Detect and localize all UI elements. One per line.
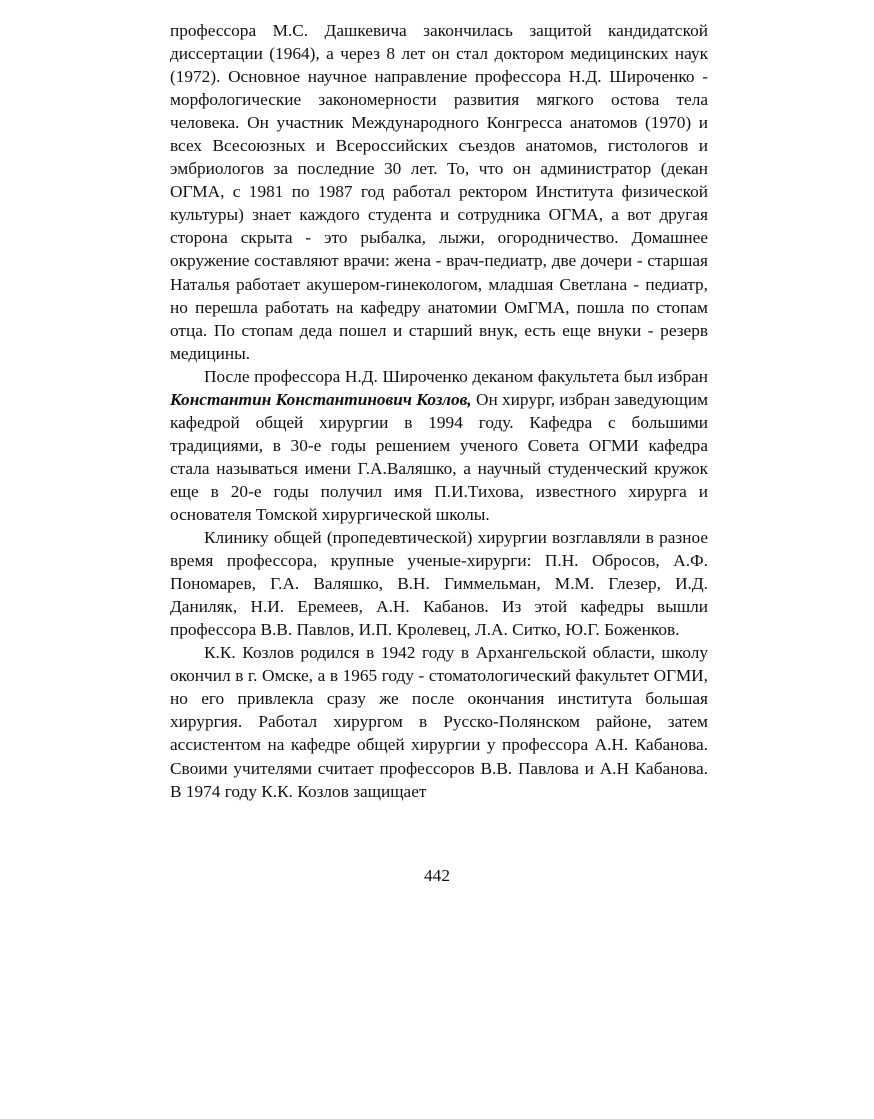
paragraph-4: К.К. Козлов родился в 1942 году в Архангельской области, школу окончил в г. Омске, а в 1965 году - стоматологический факультет ОГМИ, но его привлекла сразу же после окончания института большая хирургия. Работал хирургом в Русско-Полянском районе, затем ассистентом на кафедре общей хирургии у профессора А.Н. Кабанова. Своими учителями считает профессоров В.В. Павлова и А.Н Кабанова. В 1974 году К.К. Козлов защищает [170, 643, 708, 801]
page-number: 442 [424, 866, 450, 885]
paragraph-2 [170, 365, 708, 526]
paragraph-3: Клинику общей (пропедевтической) хирургии возглавляли в разное время профессора, крупные ученые-хирурги: П.Н. Обросов, А.Ф. Пономарев, Г.А. Валяшко, В.Н. Гиммельман, М.М. Глезер, И.Д. Даниляк, Н.И. Еремеев, А.Н. Кабанов. Из этой кафедры вышли профессора В.В. Павлов, И.П. Кролевец, Л.А. Ситко, Ю.Г. Боженков. [170, 528, 708, 640]
paragraph-2-rest: Он хирург, избран заведующим кафедрой общей хирургии в 1994 году. Кафедра с большими традициями, в 30-е годы решением ученого Совета ОГМИ кафедра стала называться имени Г.А.Валяшко, а научный студенческий кружок еще в 20-е годы получил имя П.И.Тихова, известного хирурга и основателя Томской хирургической школы. [170, 389, 709, 524]
paragraph-2-intro: После профессора Н.Д. Широченко деканом факультета был избран [204, 366, 708, 386]
person-name-kozlov: Константин Константинович Козлов, [170, 389, 472, 409]
paragraph-1: профессора М.С. Дашкевича закончилась защитой кандидатской диссертации (1964), а через 8 лет он стал доктором медицинских наук (1972). Основное научное направление профессора Н.Д. Широченко - морфологические закономерности развития мягкого остова тела человека. Он участник Международного Конгресса анатомов (1970) и всех Всесоюзных и Всероссийских съездов анатомов, гистологов и эмбриологов за последние 30 лет. То, что он администратор (декан ОГМА, с 1981 по 1987 год работал ректором Института физической культуры) знает каждого студента и сотрудника ОГМА, а вот другая сторона скрыта - это рыбалка, лыжи, огородничество. Домашнее окружение составляют врачи: жена - врач-педиатр, две дочери - старшая Наталья работает акушером-гинекологом, младшая Светлана - педиатр, но перешла работать на кафедру анатомии ОмГМА, пошла по стопам отца. По стопам деда пошел и старший внук, есть еще внуки - резерв медицины. [170, 21, 708, 363]
page-body [170, 19, 708, 803]
